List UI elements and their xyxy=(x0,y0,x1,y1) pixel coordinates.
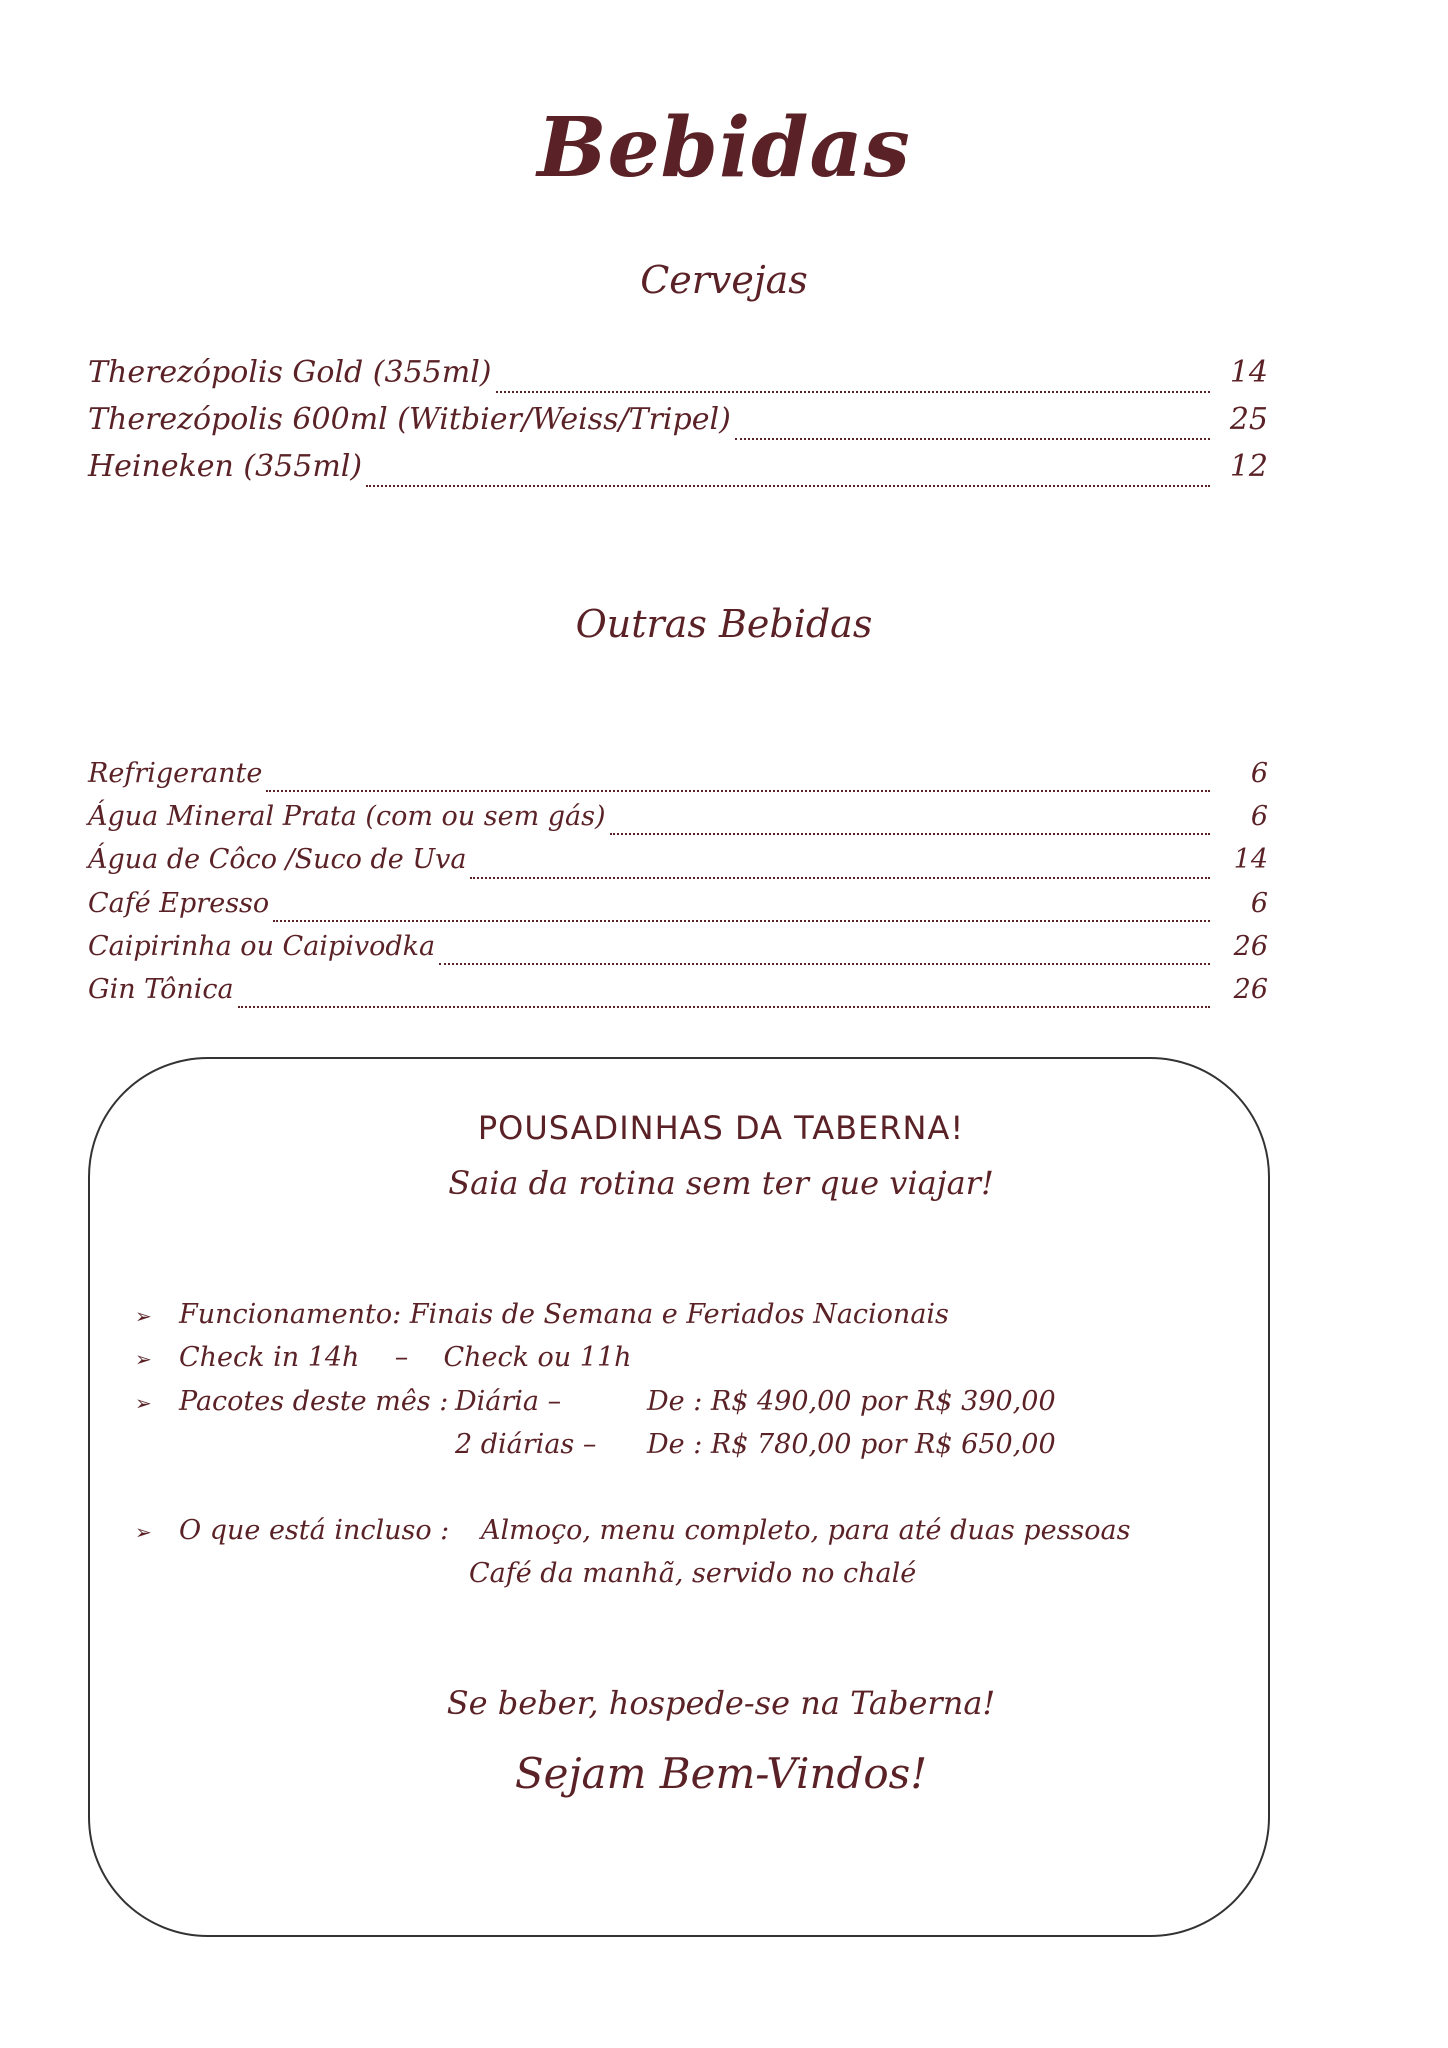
package-two-days-offer: De : R$ 780,00 por R$ 650,00 xyxy=(647,1429,1056,1460)
beer-list xyxy=(88,355,1268,496)
section-title-others: Outras Bebidas xyxy=(575,602,873,646)
item-name: Água de Côco /Suco de Uva xyxy=(88,844,467,876)
item-price: 14 xyxy=(1229,355,1268,390)
arrow-bullet-icon: ➢ xyxy=(135,1391,152,1415)
item-price: 14 xyxy=(1233,844,1268,876)
dot-leader xyxy=(439,963,1210,965)
package-daily-offer: De : R$ 490,00 por R$ 390,00 xyxy=(647,1386,1056,1417)
promo-subtitle: Saia da rotina sem ter que viajar! xyxy=(448,1164,994,1202)
checkout-text: Check ou 11h xyxy=(443,1342,632,1373)
menu-item xyxy=(88,355,1268,402)
item-price: 25 xyxy=(1229,402,1268,437)
dot-leader xyxy=(366,485,1210,487)
promo-title: POUSADINHAS DA TABERNA! xyxy=(477,1109,965,1147)
item-name: Gin Tônica xyxy=(88,973,234,1005)
menu-item xyxy=(88,758,1268,801)
dot-leader xyxy=(735,438,1210,440)
menu-item xyxy=(88,402,1268,449)
page-title: Bebidas xyxy=(537,100,911,196)
menu-item xyxy=(88,931,1268,974)
item-name: Água Mineral Prata (com ou sem gás) xyxy=(88,801,606,833)
packages-label: Pacotes deste mês : xyxy=(179,1386,449,1417)
item-price: 6 xyxy=(1250,758,1268,789)
menu-item xyxy=(88,888,1268,931)
promo-slogan: Se beber, hospede-se na Taberna! xyxy=(446,1684,996,1722)
included-line-1: Almoço, menu completo, para até duas pessoas xyxy=(481,1515,1131,1546)
checkin-text: Check in 14h xyxy=(179,1342,360,1373)
item-name: Café Epresso xyxy=(88,887,270,919)
arrow-bullet-icon: ➢ xyxy=(135,1520,152,1544)
package-two-days xyxy=(455,1429,1056,1460)
item-name: Caipirinha ou Caipivodka xyxy=(88,930,436,962)
promo-box xyxy=(88,1057,1270,1937)
item-name: Therezópolis Gold (355ml) xyxy=(88,355,492,390)
section-title-beers: Cervejas xyxy=(640,258,808,302)
item-price: 26 xyxy=(1233,930,1268,962)
menu-item xyxy=(88,974,1268,1017)
menu-item xyxy=(88,801,1268,844)
other-drinks-list xyxy=(88,758,1268,1017)
item-name: Heineken (355ml) xyxy=(88,449,363,484)
promo-welcome: Sejam Bem-Vindos! xyxy=(514,1749,928,1798)
menu-item xyxy=(88,449,1268,496)
menu-item xyxy=(88,844,1268,887)
operation-text: Funcionamento: Finais de Semana e Feriados Nacionais xyxy=(179,1299,949,1330)
dot-leader xyxy=(238,1006,1210,1008)
package-two-days-name: 2 diárias – xyxy=(455,1429,597,1460)
arrow-bullet-icon: ➢ xyxy=(135,1304,152,1328)
dot-leader xyxy=(273,920,1210,922)
item-price: 26 xyxy=(1233,973,1268,1005)
item-price: 6 xyxy=(1250,887,1268,919)
bullet-packages xyxy=(135,1386,1056,1417)
item-price: 12 xyxy=(1229,449,1268,484)
package-daily-name: Diária – xyxy=(455,1386,562,1417)
bullet-check xyxy=(135,1342,632,1373)
item-name: Therezópolis 600ml (Witbier/Weiss/Tripel) xyxy=(88,402,731,437)
bullet-included xyxy=(135,1515,1131,1546)
dot-leader xyxy=(470,877,1210,879)
dot-leader xyxy=(266,790,1210,792)
dot-leader xyxy=(496,391,1210,393)
included-label: O que está incluso : xyxy=(179,1515,450,1546)
check-separator: – xyxy=(394,1342,409,1373)
bullet-operation xyxy=(135,1299,949,1330)
item-price: 6 xyxy=(1250,801,1268,833)
dot-leader xyxy=(610,833,1210,835)
included-line-2: Café da manhã, servido no chalé xyxy=(469,1558,917,1589)
arrow-bullet-icon: ➢ xyxy=(135,1347,152,1371)
item-name: Refrigerante xyxy=(88,758,263,789)
